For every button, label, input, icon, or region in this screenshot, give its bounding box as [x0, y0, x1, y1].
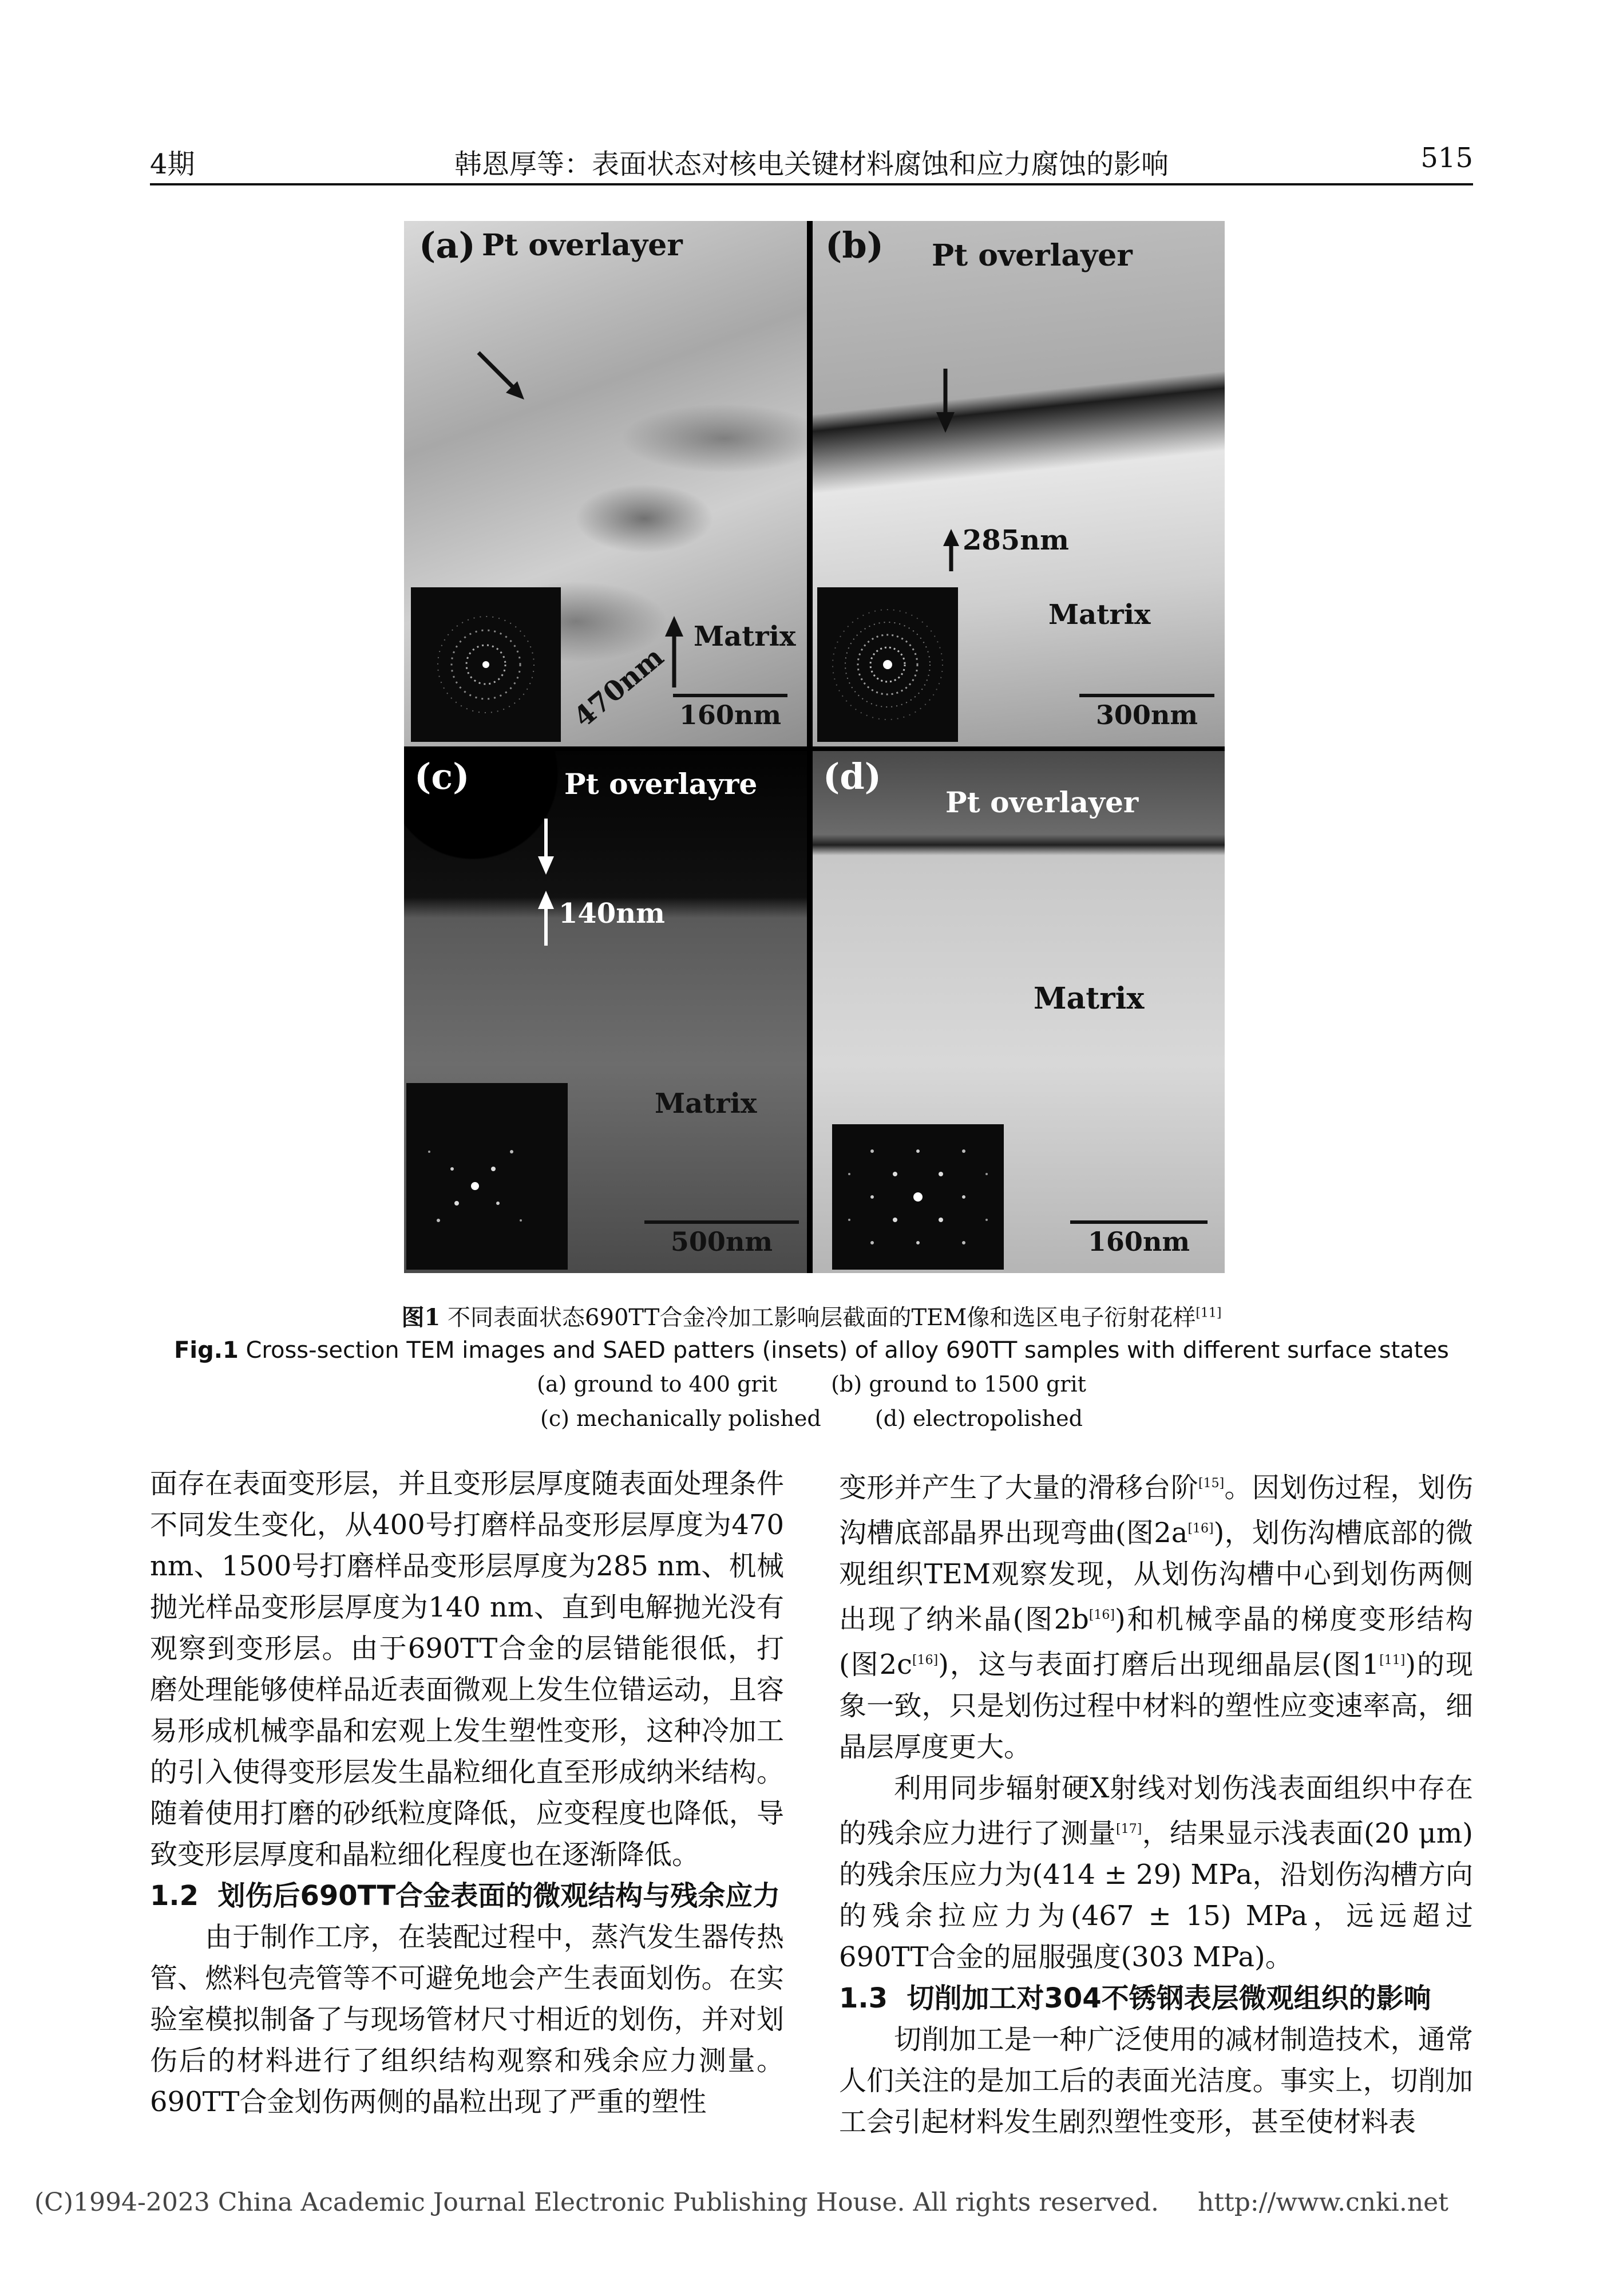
figure-caption-cn: [150, 1299, 1473, 1332]
panel-d-matrix-label: Matrix: [1034, 981, 1145, 1016]
panel-a: [404, 221, 807, 746]
rp1-e: )，这与表面打磨后出现细晶层(图1: [938, 1649, 1380, 1681]
panel-a-scale-bar: [673, 694, 787, 730]
rp1-f: )的现象一致，只是划伤过程中材料的塑性应变速率高，细晶层厚度更大。: [839, 1649, 1473, 1763]
citation-11[interactable]: [11]: [1379, 1653, 1406, 1667]
rp1-b: 。因划伤过程，划伤沟槽底部晶界出现弯曲(图2a: [839, 1472, 1473, 1549]
citation-15[interactable]: [15]: [1198, 1476, 1225, 1491]
caption-sub-d: (d) electropolished: [874, 1406, 1083, 1431]
rp1-c: )，划伤沟槽底部的微观组织TEM观察发现，从划伤沟槽中心到划伤两侧出现了纳米晶(图2b: [839, 1517, 1473, 1635]
copyright-footer: [34, 2188, 1448, 2217]
panel-b-overlay-label: Pt overlayer: [932, 238, 1133, 273]
panel-c: [404, 751, 807, 1273]
citation-16c[interactable]: [16]: [912, 1653, 939, 1667]
panel-d-overlay-label: Pt overlayer: [945, 785, 1139, 819]
panel-b-scale-bar: [1079, 694, 1214, 730]
panel-c-saed-inset: [406, 1083, 568, 1270]
caption-subpanels-ab: [150, 1372, 1473, 1397]
panel-c-depth-label: 140nm: [559, 898, 665, 930]
panel-d-letter: (d): [823, 756, 882, 797]
right-paragraph-1: [839, 1463, 1473, 1768]
issue-number: 4期: [150, 148, 195, 180]
caption-cn-text: 不同表面状态690TT合金冷加工影响层截面的TEM像和选区电子衍射花样: [440, 1305, 1196, 1331]
panel-b: [813, 221, 1225, 746]
panel-c-letter: (c): [414, 756, 470, 797]
citation-16a[interactable]: [16]: [1187, 1522, 1214, 1536]
citation-16b[interactable]: [16]: [1088, 1608, 1115, 1622]
caption-sub-b: (b) ground to 1500 grit: [831, 1372, 1086, 1397]
panel-c-scale-label: 500nm: [670, 1226, 773, 1257]
rp2-a: 利用同步辐射硬X射线对划伤浅表面组织中存在的残余应力进行了测量: [839, 1772, 1473, 1850]
panel-c-scale-line: [644, 1220, 799, 1224]
section-heading-1-2: [150, 1875, 784, 1916]
copyright-text: (C)1994-2023 China Academic Journal Electronic Publishing House. All rights reserved.: [34, 2188, 1159, 2217]
left-paragraph-1: 面存在表面变形层，并且变形层厚度随表面处理条件不同发生变化，从400号打磨样品变形层厚度为470 nm、1500号打磨样品变形层厚度为285 nm、机械抛光样品变形层厚度为140 nm、直到电解抛光没有观察到变形层。由于690TT合金的层错能很低，打磨处理能够使样品近表面微观上发生位错运动，且容易形成机械孪晶和宏观上发生塑性变形，这种冷加工的引入使得变形层发生晶粒细化直至形成纳米结构。随着使用打磨的砂纸粒度降低，应变程度也降低，导致变形层厚度和晶粒细化程度也在逐渐降低。: [150, 1468, 784, 1871]
cnki-url[interactable]: http://www.cnki.net: [1198, 2188, 1448, 2217]
panel-a-letter: (a): [419, 224, 476, 266]
panel-b-letter: (b): [825, 224, 884, 266]
caption-subpanels-cd: [150, 1406, 1473, 1431]
page-number: 515: [1420, 142, 1473, 174]
caption-en-text: Cross-section TEM images and SAED patters (insets) of alloy 690TT samples with different surface states: [238, 1337, 1449, 1364]
rp1-a: 变形并产生了大量的滑移台阶: [839, 1472, 1199, 1504]
running-title: 韩恩厚等：表面状态对核电关键材料腐蚀和应力腐蚀的影响: [454, 148, 1169, 180]
caption-en-prefix: Fig.1: [174, 1337, 239, 1364]
running-header: [150, 142, 1473, 185]
header-rule: [150, 183, 1473, 185]
right-column: [839, 1463, 1473, 2143]
caption-cn-prefix: 图1: [401, 1304, 441, 1331]
panel-d-scale-bar: [1070, 1220, 1208, 1257]
panel-a-overlay-label: Pt overlayer: [482, 228, 683, 263]
panel-d: [813, 751, 1225, 1273]
caption-cn-ref[interactable]: [11]: [1196, 1306, 1222, 1321]
panel-b-depth-label: 285nm: [963, 524, 1069, 556]
panel-a-matrix-label: Matrix: [694, 621, 796, 653]
section-1-2-title: 划伤后690TT合金表面的微观结构与残余应力: [217, 1880, 781, 1912]
caption-sub-a: (a) ground to 400 grit: [537, 1372, 777, 1397]
panel-a-saed-inset: [411, 587, 561, 742]
citation-17[interactable]: [17]: [1116, 1822, 1142, 1836]
section-1-2-number: 1.2: [150, 1880, 199, 1912]
figure-caption-en: [150, 1337, 1473, 1364]
panel-a-scale-line: [673, 694, 787, 697]
panel-d-saed-inset: [832, 1124, 1004, 1270]
panel-a-depth-label: 470nm: [568, 641, 670, 734]
panel-c-overlay-label: Pt overlayre: [564, 767, 758, 801]
rp2-b: ，结果显示浅表面(20 μm)的残余压应力为(414 ± 29) MPa，沿划伤沟槽方向的残余拉应力为(467 ± 15) MPa，远远超过690TT合金的屈服强度(303 MPa)。: [839, 1817, 1473, 1973]
figure-1: [404, 221, 1225, 1273]
panel-b-matrix-label: Matrix: [1048, 599, 1151, 631]
section-1-3-title: 切削加工对304不锈钢表层微观组织的影响: [906, 1982, 1431, 2014]
panel-c-scale-bar: [644, 1220, 799, 1257]
right-paragraph-3: 切削加工是一种广泛使用的减材制造技术，通常人们关注的是加工后的表面光洁度。事实上，切削加工会引起材料发生剧烈塑性变形，甚至使材料表: [839, 2024, 1473, 2138]
panel-a-scale-label: 160nm: [679, 700, 782, 730]
panel-b-saed-inset: [817, 587, 958, 742]
rp1-d: )和机械孪晶的梯度变形结构(图2c: [839, 1603, 1473, 1681]
panel-b-scale-label: 300nm: [1095, 700, 1198, 730]
section-heading-1-3: [839, 1978, 1473, 2019]
left-column: [150, 1463, 784, 2123]
panel-b-scale-line: [1079, 694, 1214, 697]
panel-d-scale-line: [1070, 1220, 1208, 1224]
panel-c-matrix-label: Matrix: [655, 1088, 757, 1120]
left-paragraph-2: 由于制作工序，在装配过程中，蒸汽发生器传热管、燃料包壳管等不可避免地会产生表面划伤。在实验室模拟制备了与现场管材尺寸相近的划伤，并对划伤后的材料进行了组织结构观察和残余应力测量。690TT合金划伤两侧的晶粒出现了严重的塑性: [150, 1921, 784, 2118]
right-paragraph-2: [839, 1768, 1473, 1978]
panel-d-scale-label: 160nm: [1087, 1226, 1190, 1257]
section-1-3-number: 1.3: [839, 1982, 888, 2014]
caption-sub-c: (c) mechanically polished: [540, 1406, 821, 1431]
